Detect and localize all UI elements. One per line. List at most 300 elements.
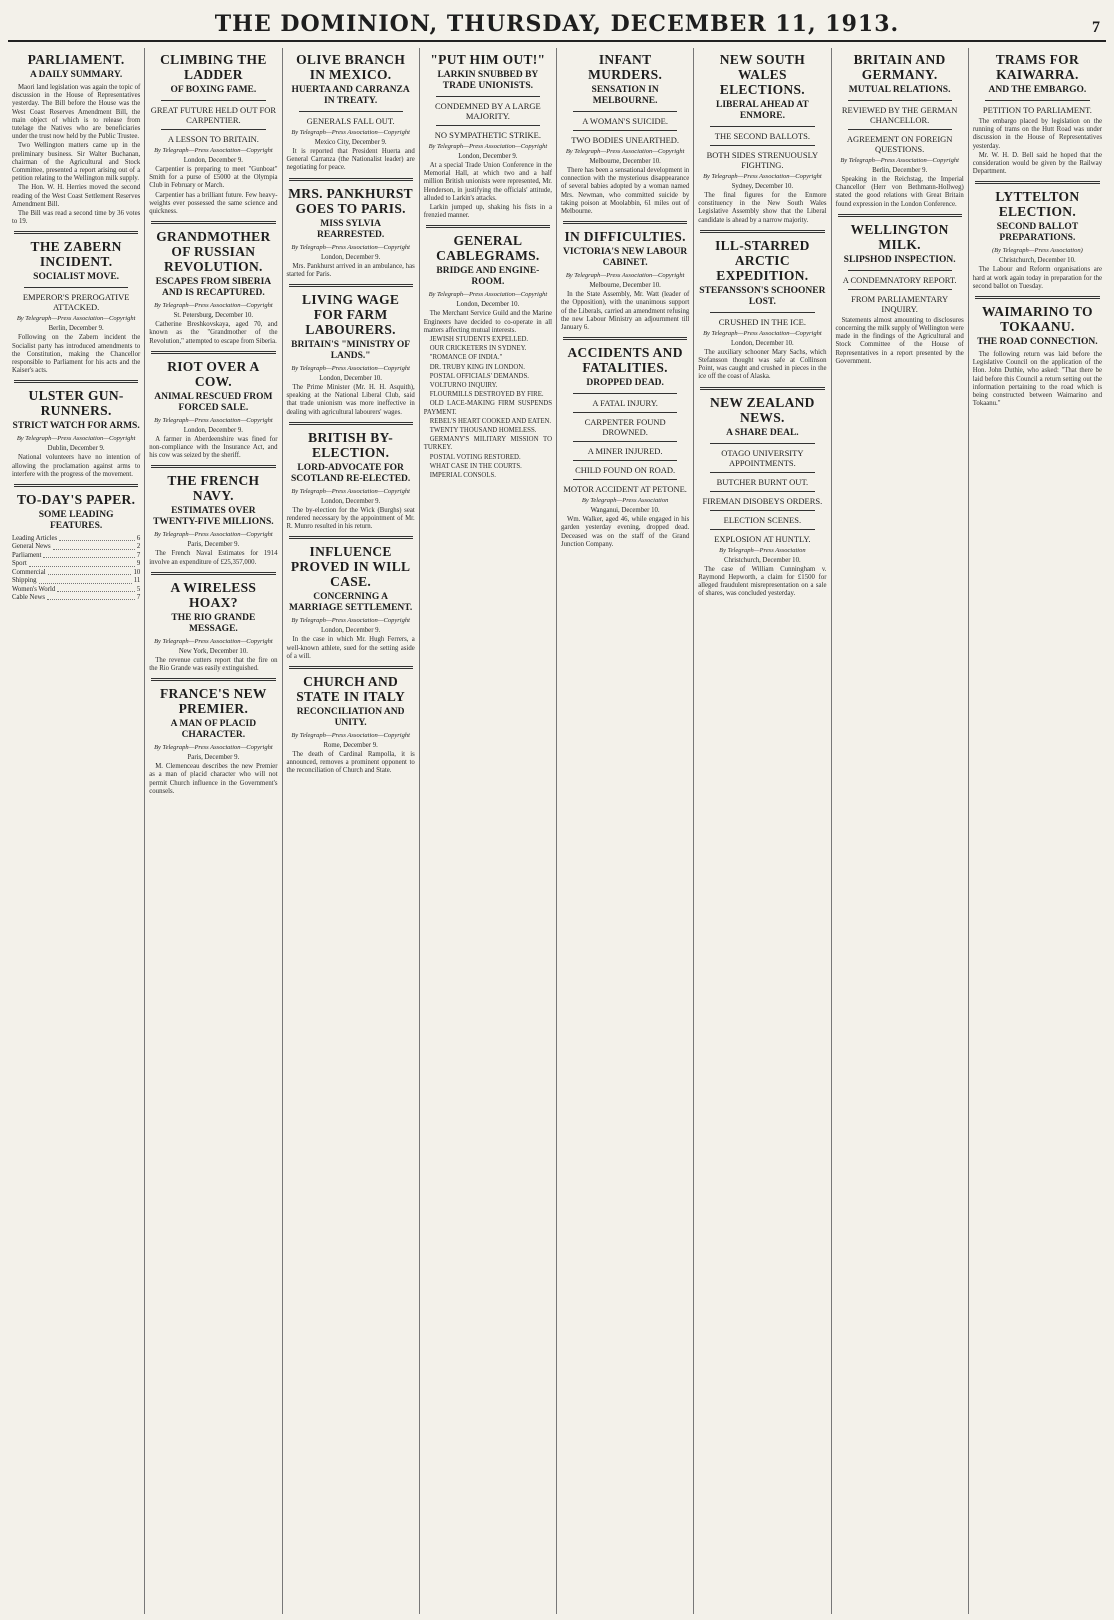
article [12, 52, 140, 226]
article-subhead: FROM PARLIAMENTARY INQUIRY. [851, 293, 949, 314]
dateline: Paris, December 9. [187, 541, 240, 549]
article-subhead: A MAN OF PLACID CHARACTER. [170, 719, 257, 741]
article-body [561, 167, 689, 216]
subhead-rule [710, 312, 814, 313]
dateline: London, December 9. [458, 153, 518, 160]
wire-source: By Telegraph—Press Association—Copyright [154, 637, 273, 645]
contents-dots [29, 560, 135, 566]
wire-source: By Telegraph—Press Association—Copyright [840, 157, 959, 164]
article-subhead: HUERTA AND CARRANZA IN TREATY. [291, 85, 410, 106]
paragraph: The auxiliary schooner Mary Sachs, which Stefansson thought was safe at Collinson Point, was caught and crushed in pieces in the ice off the coast of Alaska. [698, 348, 827, 381]
article-subhead: SOCIALIST MOVE. [33, 272, 120, 283]
paragraph: The Merchant Service Guild and the Marine Engineers have decided to co-operate in all matters affecting mutual interests. [423, 310, 552, 334]
article-body [561, 516, 689, 549]
subhead-rule [848, 100, 952, 101]
article-body [287, 148, 415, 173]
paragraph: The final figures for the Enmore constituency in the New South Wales Legislative Assembly show that the Liberal candidate is ahead by a narrow majority. [698, 192, 827, 224]
article-headline: RIOT OVER A COW. [167, 358, 260, 389]
article-headline: ACCIDENTS AND FATALITIES. [567, 345, 683, 376]
subhead-rule [848, 270, 952, 271]
article-body [287, 507, 415, 532]
article-subhead: BOTH SIDES STRENUOUSLY FIGHTING. [706, 150, 819, 170]
article-subhead: EMPEROR'S PREROGATIVE ATTACKED. [22, 292, 130, 313]
article-subhead: STEFANSSON'S SCHOONER LOST. [699, 285, 826, 307]
contents-page: 7 [136, 551, 141, 559]
article-divider [151, 221, 275, 224]
article [698, 52, 826, 225]
contents-dots [43, 552, 134, 558]
article [149, 52, 277, 216]
wire-source: By Telegraph—Press Association—Copyright [703, 329, 822, 337]
dateline: Berlin, December 9. [872, 167, 928, 174]
column-4 [420, 48, 557, 1614]
article-divider [14, 231, 138, 234]
wire-source: By Telegraph—Press Association—Copyright [291, 617, 410, 625]
article-headline: BRITAIN AND GERMANY. [853, 52, 946, 82]
dateline: Paris, December 9. [187, 754, 240, 762]
wire-source: By Telegraph—Press Association—Copyright [154, 416, 273, 424]
article-body [149, 657, 277, 673]
paragraph: There has been a sensational development in connection with the mysterious disappearance of several babies adopted by a woman named Mrs. Newman, who committed suicide by taking poison at Moolabbin, 61 miles out of Melbourne. [561, 167, 690, 216]
article-subhead: ESCAPES FROM SIBERIA AND IS RECAPTURED. [155, 277, 272, 299]
article-subhead: GREAT FUTURE HELD OUT FOR CARPENTIER. [150, 105, 277, 125]
contents-label: Sport [12, 560, 27, 568]
wire-source: By Telegraph—Press Association [719, 546, 806, 554]
paragraph: In the State Assembly, Mr. Watt (leader of the Opposition), with the unanimous support of the Liberals, carried an amendment refusing the new Labour Ministry an adjournment till January 6. [561, 291, 690, 332]
subhead-rule [573, 479, 677, 480]
article-divider [151, 351, 275, 354]
paragraph: Mrs. Pankhurst arrived in an ambulance, has started for Paris. [286, 262, 415, 278]
contents-label: Shipping [12, 577, 37, 585]
column-2 [145, 48, 282, 1614]
article-subhead: BRIDGE AND ENGINE-ROOM. [436, 266, 540, 288]
contents-label: General News [12, 543, 51, 551]
paragraph: FLOURMILLS DESTROYED BY FIRE. [429, 391, 544, 399]
article-divider [975, 181, 1100, 184]
wire-source: By Telegraph—Press Association—Copyright [703, 173, 822, 180]
dateline: London, December 10. [456, 301, 520, 309]
paragraph: Two Wellington matters came up in the preliminary business. Sir Walter Buchanan, chairman of the Agricultural and Stock Committee, presented a report arising out of a petition relating to the Wellington milk supply. [12, 142, 141, 183]
subhead-rule [573, 412, 677, 413]
paragraph: It is reported that President Huerta and General Carranza (the Nationalist leader) are negotiating for peace. [286, 148, 415, 172]
article-subhead: VICTORIA'S NEW LABOUR CABINET. [563, 247, 688, 269]
article-body [149, 321, 277, 346]
column-5 [557, 48, 694, 1614]
article-subhead: LIBERAL AHEAD AT ENMORE. [716, 100, 809, 121]
paragraph: WHAT CASE IN THE COURTS. [429, 462, 522, 470]
wire-source: By Telegraph—Press Association—Copyright [154, 147, 273, 154]
article-subhead: CHILD FOUND ON ROAD. [575, 465, 676, 476]
paragraph: The by-election for the Wick (Burghs) seat rendered necessary by the appointment of Mr. R. Munro resulted in his return. [286, 506, 415, 531]
paragraph: The case of William Cunningham v. Raymond Hepworth, a claim for £1500 for alleged fraudulent misrepresentation on a sale of shares, was concluded yesterday. [698, 565, 827, 598]
article-subhead: A DAILY SUMMARY. [29, 70, 123, 80]
article-subhead: CRUSHED IN THE ICE. [718, 316, 806, 327]
article-subhead: BRITAIN'S "MINISTRY OF LANDS." [291, 340, 411, 362]
article [287, 52, 415, 173]
article [149, 465, 277, 566]
subhead-rule [24, 287, 128, 288]
article-body [287, 263, 415, 279]
article-headline: TRAMS FOR KAIWARRA. [995, 52, 1080, 82]
article-headline: INFANT MURDERS. [588, 52, 663, 82]
article-divider [289, 422, 413, 425]
contents-page: 11 [133, 577, 141, 585]
article-subhead: BUTCHER BURNT OUT. [716, 476, 809, 487]
paragraph: Statements almost amounting to disclosures concerning the milk supply of Wellington were made in the findings of the Agricultural and Stock Committee of the House of Representatives in a report presented by the Government. [835, 316, 964, 365]
contents-dots [57, 586, 135, 592]
article-subhead: MISS SYLVIA REARRESTED. [316, 218, 385, 240]
article [698, 230, 826, 382]
article-subhead: MUTUAL RELATIONS. [848, 85, 951, 95]
paragraph: GERMANY'S MILITARY MISSION TO TURKEY. [423, 436, 552, 452]
article-divider [14, 484, 138, 487]
article-body [698, 566, 826, 599]
article-subhead: A CONDEMNATORY REPORT. [842, 274, 957, 285]
contents-page: 6 [136, 535, 141, 543]
article [287, 178, 415, 279]
dateline: London, December 9. [320, 497, 381, 505]
paragraph: The Prime Minister (Mr. H. H. Asquith), speaking at the National Liberal Club, said that trade unionism was more ineffective in dealing with agricultural labourers' wages. [286, 384, 415, 416]
article-body [424, 162, 552, 220]
wire-source: By Telegraph—Press Association—Copyright [428, 143, 548, 150]
contents-dots [39, 577, 132, 583]
subhead-rule [573, 441, 677, 442]
subhead-rule [710, 510, 814, 511]
subhead-rule [573, 130, 677, 131]
wire-source: By Telegraph—Press Association—Copyright [291, 243, 410, 251]
article [149, 221, 277, 346]
article-headline: CLIMBING THE LADDER [160, 52, 267, 82]
article-headline: LYTTELTON ELECTION. [995, 189, 1080, 220]
article-subhead: REVIEWED BY THE GERMAN CHANCELLOR. [841, 105, 958, 125]
dateline: Christchurch, December 10. [999, 257, 1076, 265]
dateline: Rome, December 9. [323, 742, 378, 750]
paragraph: "ROMANCE OF INDIA." [429, 354, 503, 362]
article-subhead: AGREEMENT ON FOREIGN QUESTIONS. [846, 134, 953, 154]
subhead-rule [848, 289, 952, 290]
contents-page: 7 [136, 593, 141, 601]
wire-source: By Telegraph—Press Association—Copyright [428, 291, 548, 299]
subhead-rule [299, 111, 403, 112]
contents-label: Leading Articles [12, 535, 58, 543]
paragraph: Carpentier has a brilliant future. Few heavy-weights ever possessed the same science and quickness. [149, 191, 278, 216]
paragraph: IMPERIAL CONSOLS. [429, 472, 496, 480]
article-headline: LIVING WAGE FOR FARM LABOURERS. [302, 292, 400, 338]
contents-item [12, 543, 140, 551]
article-subhead: PETITION TO PARLIAMENT. [982, 105, 1092, 115]
article [973, 296, 1102, 408]
contents-item [12, 552, 140, 560]
paragraph: Maori land legislation was again the topic of discussion in the House of Representatives yesterday. The Bill before the House was the West Coast Reserves Amendment Bill, the main object of which is to release from tutelage the Natives who are beneficiaries under the trust now held by the Public Trustee. [12, 84, 141, 141]
paragraph: Larkin jumped up, shaking his fists in a frenzied manner. [423, 204, 552, 220]
wire-source: By Telegraph—Press Association—Copyright [16, 315, 136, 323]
article-body [561, 291, 689, 332]
subhead-rule [848, 129, 952, 130]
paragraph: Wm. Walker, aged 46, while engaged in his garden yesterday evening, dropped dead. Deceased was on the staff of the Grand Junction Company. [561, 516, 690, 548]
subhead-rule [710, 491, 814, 492]
article-subhead: ANIMAL RESCUED FROM FORCED SALE. [154, 391, 273, 413]
paragraph: OLD LACE-MAKING FIRM SUSPENDS PAYMENT. [423, 400, 552, 416]
article-subhead: ESTIMATES OVER TWENTY-FIVE MILLIONS. [153, 506, 274, 528]
paragraph: Speaking in the Reichstag, the Imperial Chancellor (Herr von Bethmann-Hollweg) stated the good relations with Great Britain found expression in the London Conference. [835, 176, 964, 208]
article-headline: A WIRELESS HOAX? [170, 579, 257, 610]
column-8 [969, 48, 1106, 1614]
paragraph: In the case in which Mr. Hugh Ferrers, a well-known athlete, sued for the setting aside of a will. [286, 636, 415, 660]
article [149, 678, 277, 796]
article-subhead: SECOND BALLOT PREPARATIONS. [996, 222, 1079, 244]
contents-label: Parliament [12, 551, 42, 559]
article-headline: WAIMARINO TO TOKAANU. [982, 304, 1093, 335]
article-divider [289, 536, 413, 539]
subhead-rule [161, 129, 265, 130]
wire-source: By Telegraph—Press Association—Copyright [154, 531, 273, 539]
article-headline: MRS. PANKHURST GOES TO PARIS. [288, 185, 413, 216]
article [149, 351, 277, 461]
article-headline: FRANCE'S NEW PREMIER. [160, 686, 267, 717]
contents-item [12, 586, 140, 594]
article-divider [151, 678, 275, 681]
article [287, 666, 415, 776]
paragraph: The Hon. W. H. Herries moved the second reading of the West Coast Settlement Reserves Amendment Bill. [12, 184, 141, 208]
dateline: Melbourne, December 10. [589, 282, 661, 290]
article-subhead: TWO BODIES UNEARTHED. [571, 135, 680, 145]
column-1 [8, 48, 145, 1614]
column-3 [283, 48, 420, 1614]
article-body [836, 176, 964, 209]
article-body [149, 550, 277, 566]
dateline: London, December 9. [320, 627, 381, 635]
article-headline: THE ZABERN INCIDENT. [30, 239, 122, 270]
paragraph: M. Clemenceau describes the new Premier as a man of placid character who will not permit Church influence in the Government's counsels. [149, 763, 278, 795]
article [12, 484, 140, 602]
dateline: Mexico City, December 9. [314, 139, 387, 146]
paragraph: TWENTY THOUSAND HOMELESS. [429, 427, 537, 435]
article-body [287, 636, 415, 661]
article-headline: PARLIAMENT. [27, 52, 125, 67]
paragraph: REBEL'S HEART COOKED AND EATEN. [429, 417, 552, 425]
article-subhead: MOTOR ACCIDENT AT PETONE. [563, 484, 687, 495]
subhead-rule [710, 472, 814, 473]
subhead-rule [710, 126, 814, 127]
article [287, 422, 415, 532]
article-body [287, 751, 415, 776]
article-subhead: A WOMAN'S SUICIDE. [582, 116, 668, 126]
contents-dots [47, 594, 135, 600]
dateline: Wanganui, December 10. [590, 507, 660, 515]
paragraph: The revenue cutters report that the fire on the Rio Grande was easily extinguished. [149, 656, 278, 673]
paragraph: JEWISH STUDENTS EXPELLED. [429, 336, 529, 344]
article [836, 214, 964, 366]
paragraph: Carpentier is preparing to meet "Gunboat" Smith for a purse of £5000 at the Olympia Club in February or March. [149, 166, 278, 190]
article-body [287, 384, 415, 417]
article-subhead: CONCERNING A MARRIAGE SETTLEMENT. [288, 592, 413, 614]
article [424, 52, 552, 220]
article [12, 380, 140, 479]
article-divider [563, 337, 687, 340]
article [836, 52, 964, 209]
masthead-title: THE DOMINION, THURSDAY, DECEMBER 11, 1913. [214, 11, 900, 37]
article-subhead: SOME LEADING FEATURES. [38, 510, 114, 532]
article-subhead: A FATAL INJURY. [592, 398, 658, 409]
article-subhead: CONDEMNED BY A LARGE MAJORITY. [435, 101, 541, 121]
article-subhead: THE RIO GRANDE MESSAGE. [171, 612, 256, 634]
article-body [149, 166, 277, 216]
paragraph: Following on the Zabern incident the Socialist party has introduced amendments to the Constitution, making the Chancellor responsible to Parliament for his acts and the Kaiser's acts. [12, 334, 141, 375]
article-headline: BRITISH BY-ELECTION. [308, 429, 394, 460]
paragraph: POSTAL OFFICIALS' DEMANDS. [429, 372, 529, 380]
article-body [12, 84, 140, 226]
subhead-rule [436, 125, 540, 126]
article [561, 52, 689, 216]
paragraph: At a special Trade Union Conference in the Memorial Hall, at which two and a half million British unionists were represented, Mr. Henderson, in justifying the officials' attitude, alluded to Larkin's attacks. [423, 162, 552, 202]
article-headline: THE FRENCH NAVY. [167, 473, 260, 504]
article-subhead: THE SECOND BALLOTS. [714, 131, 810, 141]
dateline: London, December 10. [319, 375, 382, 383]
paragraph: OUR CRICKETERS IN SYDNEY. [429, 345, 527, 353]
contents-page: 10 [133, 568, 141, 576]
contents-page: 9 [136, 560, 141, 568]
subhead-rule [161, 100, 265, 101]
wire-source: By Telegraph—Press Association—Copyright [291, 129, 410, 136]
contents-label: Cable News [12, 593, 46, 601]
contents-page: 5 [136, 585, 141, 593]
article-divider [289, 178, 413, 181]
article-body [698, 349, 826, 382]
article [698, 387, 826, 599]
paragraph: A farmer in Aberdeenshire was fined for non-compliance with the Insurance Act, and his cow was seized by the sheriff. [149, 435, 278, 460]
dateline: London, December 9. [183, 426, 243, 434]
wire-source: By Telegraph—Press Association—Copyright [154, 744, 273, 752]
article [287, 284, 415, 417]
subhead-rule [985, 100, 1090, 101]
article-divider [289, 666, 413, 669]
contents-dots [53, 543, 135, 549]
article-body [973, 266, 1102, 291]
article-headline: OLIVE BRANCH IN MEXICO. [296, 52, 406, 82]
column-7 [832, 48, 969, 1614]
dateline: St. Petersburg, December 10. [173, 312, 254, 320]
article-divider [426, 225, 550, 228]
subhead-rule [710, 529, 814, 530]
article-subhead: THE ROAD CONNECTION. [977, 337, 1098, 348]
article-divider [563, 221, 687, 224]
paragraph: The Bill was read a second time by 36 votes to 19. [12, 210, 141, 226]
article-headline: CHURCH AND STATE IN ITALY [296, 674, 405, 705]
contents-item [12, 569, 140, 577]
page-number: 7 [1092, 19, 1100, 36]
dateline: New York, December 10. [178, 647, 248, 655]
subhead-rule [436, 96, 540, 97]
article-headline: ILL-STARRED ARCTIC EXPEDITION. [715, 237, 810, 283]
paragraph: POSTAL VOTING RESTORED. [429, 453, 521, 461]
article-divider [975, 296, 1100, 299]
article-divider [700, 230, 824, 233]
dateline: London, December 9. [320, 253, 381, 261]
article-divider [14, 380, 138, 383]
article-body [12, 334, 140, 375]
wire-source: By Telegraph—Press Association—Copyright [291, 487, 410, 495]
wire-source: By Telegraph—Press Association—Copyright [291, 365, 410, 373]
contents-page: 2 [136, 543, 141, 551]
article-subhead: LORD-ADVOCATE FOR SCOTLAND RE-ELECTED. [290, 462, 411, 484]
article-subhead: CARPENTER FOUND DROWNED. [584, 417, 666, 438]
wire-source: By Telegraph—Press Association—Copyright [16, 435, 136, 443]
article-body [12, 454, 140, 479]
dateline: Christchurch, December 10. [724, 556, 801, 564]
article-subhead: RECONCILIATION AND UNITY. [296, 707, 405, 729]
wire-source: By Telegraph—Press Association—Copyright [291, 732, 410, 740]
article-headline: NEW SOUTH WALES ELECTIONS. [719, 52, 806, 97]
article-body [698, 192, 826, 225]
wire-source: (By Telegraph—Press Association) [991, 247, 1083, 255]
column-6 [694, 48, 831, 1614]
dateline: Sydney, December 10. [731, 183, 794, 190]
article-divider [838, 214, 962, 217]
contents-item [12, 594, 140, 602]
article-subhead: DROPPED DEAD. [586, 378, 664, 389]
contents-dots [48, 569, 132, 575]
paragraph: The embargo placed by legislation on the running of trams on the Hutt Road was under discussion in the House of Representatives yesterday. [972, 118, 1102, 150]
contents-item [12, 535, 140, 543]
article-subhead: A LESSON TO BRITAIN. [167, 134, 259, 144]
dateline: London, December 9. [183, 157, 243, 164]
article [973, 52, 1102, 176]
article-body [973, 351, 1102, 408]
dateline: Berlin, December 9. [48, 325, 104, 333]
paragraph: VOLTURNO INQUIRY. [429, 382, 498, 390]
article-subhead: A MINER INJURED. [587, 446, 663, 457]
contents-label: Commercial [12, 568, 46, 576]
paragraph: Mr. W. H. D. Bell said he hoped that the consideration would be given by the Railway Department. [972, 151, 1102, 176]
article-subhead: SENSATION IN MELBOURNE. [591, 85, 659, 106]
article-body [149, 436, 277, 461]
article [149, 572, 277, 673]
paragraph: Catherine Breshkovskaya, aged 70, and known as the "Grandmother of the Revolution," attempted to escape from Siberia. [149, 321, 278, 345]
subhead-rule [710, 443, 814, 444]
article-headline: INFLUENCE PROVED IN WILL CASE. [290, 544, 411, 590]
article-subhead: NO SYMPATHETIC STRIKE. [434, 130, 541, 140]
masthead [8, 4, 1106, 42]
article-subhead: LARKIN SNUBBED BY TRADE UNIONISTS. [437, 70, 539, 91]
dateline: Dublin, December 9. [47, 445, 105, 453]
article [12, 231, 140, 375]
article-headline: TO-DAY'S PAPER. [16, 492, 136, 508]
paragraph: The death of Cardinal Rampolla, it is announced, removes a prominent opponent to the reconciliation of Church and State. [286, 751, 415, 775]
paragraph: The Labour and Reform organisations are hard at work again today in preparation for the second ballot on Tuesday. [972, 266, 1102, 290]
dateline: London, December 10. [731, 339, 794, 347]
subhead-rule [710, 145, 814, 146]
article-headline: IN DIFFICULTIES. [564, 229, 686, 245]
paragraph: DR. TRUBY KING IN LONDON. [429, 363, 525, 371]
article-subhead: GENERALS FALL OUT. [306, 116, 395, 126]
article-headline: GRANDMOTHER OF RUSSIAN REVOLUTION. [156, 229, 271, 275]
article-divider [289, 284, 413, 287]
paragraph: National volunteers have no intention of allowing the proclamation against arms to interfere with the progress of the movement. [12, 454, 141, 478]
article-subhead: OTAGO UNIVERSITY APPOINTMENTS. [721, 447, 804, 468]
article-subhead: OF BOXING FAME. [170, 85, 257, 95]
paragraph: The following return was laid before the Legislative Council on the application of the Hon. John Duthie, who asked: "That there be laid before this Council a return setting out the information pertaining to the road which is being constructed between Waimarino and Tokaanu." [972, 351, 1102, 408]
article [424, 225, 552, 480]
subhead-rule [573, 460, 677, 461]
wire-source: By Telegraph—Press Association—Copyright [565, 272, 685, 280]
contents-item [12, 560, 140, 568]
article [287, 536, 415, 661]
article-body [149, 763, 277, 796]
article-headline: ULSTER GUN-RUNNERS. [28, 388, 124, 419]
article-body [836, 317, 964, 366]
contents-dots [59, 535, 135, 541]
article [973, 181, 1102, 291]
